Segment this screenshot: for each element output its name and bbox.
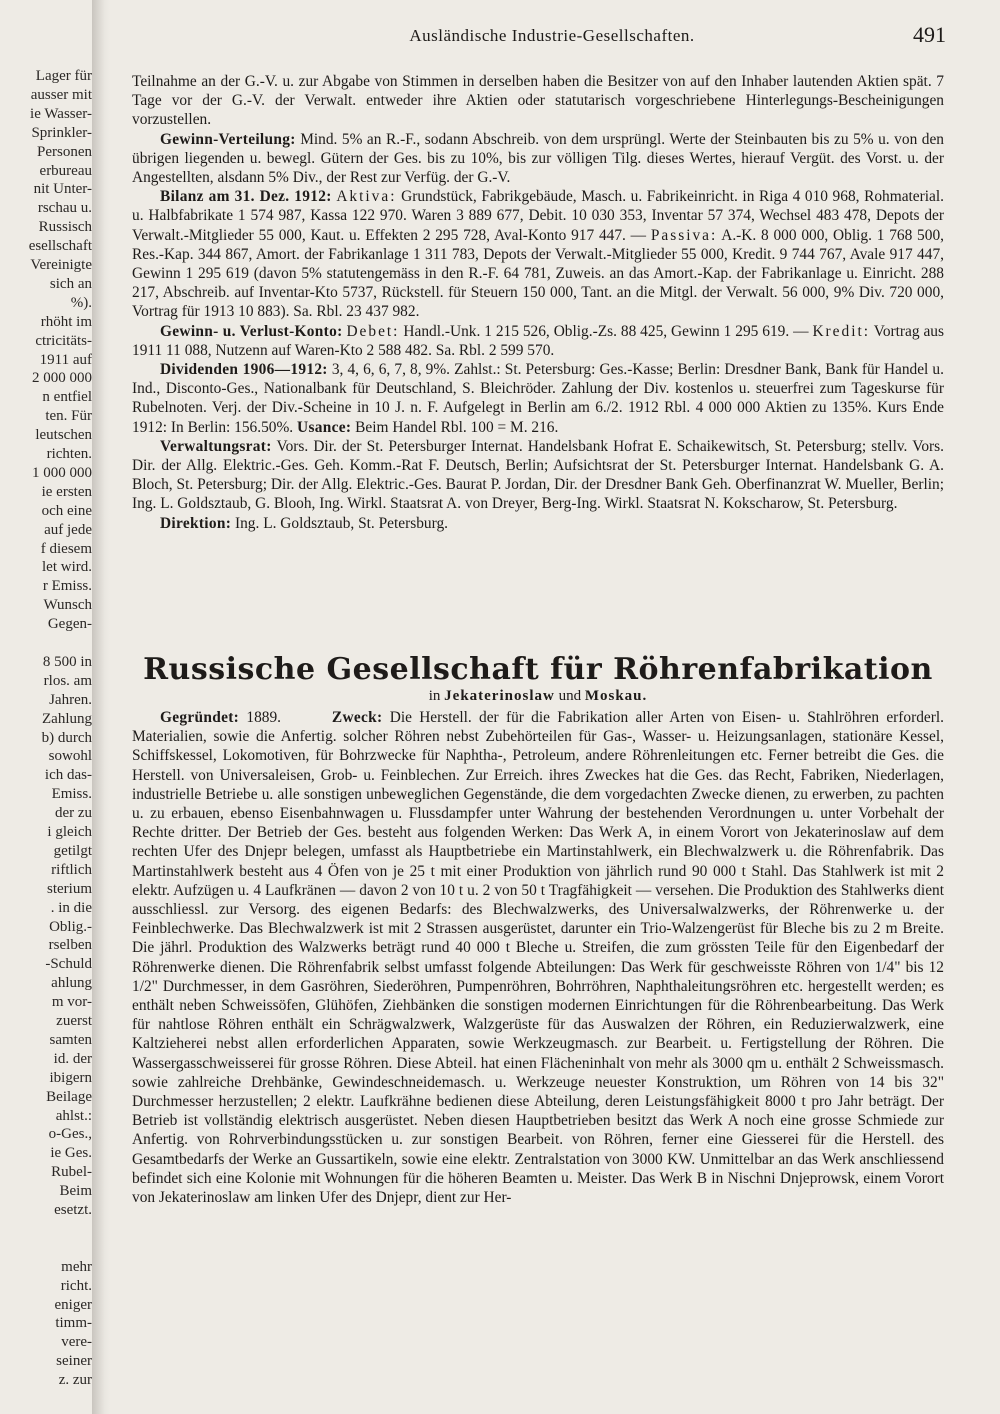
left-fragment-line: och eine [41,502,92,519]
left-fragment-line: Beim [59,1183,92,1200]
left-fragment-line: vere- [61,1334,92,1351]
left-fragment-line: Wunsch [43,597,92,614]
location-city-1: Jekaterinoslaw [444,688,555,704]
left-fragment-line: rhöht im [40,313,92,330]
left-fragment-line: Sprinkler- [31,124,92,141]
company-location [132,688,944,705]
left-fragment-line: mehr [61,1258,92,1275]
balance-label: Bilanz am 31. Dez. 1912: [160,188,332,206]
left-fragment-line: Rubel- [51,1164,92,1181]
left-fragment-line: ibigern [49,1069,92,1086]
board-paragraph [132,437,944,514]
dividends-label: Dividenden 1906—1912: [160,361,328,379]
previous-company-section [132,72,944,533]
location-in: in [428,688,441,704]
profit-distribution-label: Gewinn-Verteilung: [160,130,296,148]
assets-text: Grundstück, Fabrikgebäude, Masch. u. Fabrikeinricht. in Riga 4 010 968, Rohmaterial. u. Halbfabrikate 1 574 987, Kassa 122 970. Waren 3 889 677, Debit. 10 030 353, Inventar 57 374, Wechsel 483 478, Depots der Verwalt.-Mitglieder 55 000, Kaut. u. Effekten 2 295 728, Aval-Konto 917 447. — [132,188,944,244]
management-text: Ing. L. Goldsztaub, St. Petersburg. [234,514,449,532]
board-text: Vors. Dir. der St. Petersburger Internat. Handelsbank Hofrat E. Schaikewitsch, St. Petersburg; stellv. Vors. Dir. der Allg. Elektric.-Ges. Geh. Komm.-Rat F. Deutsch, Berlin; Aufsichtsrat der St. Petersburger Internat. Handelsbank G. A. Bloch, St. Petersburg; Dir. der Allg. Elektric.-Ges. Baurat P. Jordan, Dir. der Dresdner Bank Geh. Oberfinanzrat W. Mueller, Berlin; Ing. L. Goldsztaub, G. Blooh, Ing. Wirkl. Staatsrat A. von Dreyer, Berg-Ing. Wirkl. Staatsrat N. Kokscharow, St. Petersburg. [132,437,944,513]
left-fragment-line: richten. [46,446,92,462]
left-fragment-line: Zahlung [42,710,92,727]
left-fragment-line: r Emiss. [42,578,92,595]
company-body [132,708,944,1207]
left-fragment-line: rselben [48,937,92,954]
left-fragment-line: leutschen [35,427,92,444]
left-fragment-line: samten [49,1031,92,1048]
left-fragment-line: ausser mit [30,86,92,103]
left-fragment-line: rlos. am [43,672,92,689]
left-fragment-line: zuerst [56,1013,92,1029]
dividends-paragraph [132,360,944,437]
dividends-text: 3, 4, 6, 6, 7, 8, 9%. Zahlst.: St. Petersburg: Ges.-Kasse; Berlin: Dresdner Bank, Bank für Handel u. Ind., Disconto-Ges., Nationalbank für Deutschland, S. Bleichröder. Zahlung der Div. kostenlos u. steuerfrei zum Tageskurse für Rubelnoten. Verj. der Div.-Scheine in 10 J. n. F. Aufgelegt in Berlin am 6./2. 1912 Rbl. 4 000 000 Aktien zu 135%. Kurs Ende 1912: In Berlin: 156.50%. [132,361,944,436]
left-fragment-line: ich das- [44,767,92,784]
left-fragment-line: getilgt [53,842,92,859]
left-fragment-line: n entfiel [42,389,92,406]
main-page [110,0,990,1414]
left-fragment-line: erbureau [39,162,92,179]
left-fragment-line: der zu [54,805,92,822]
board-label: Verwaltungsrat: [160,437,272,455]
left-fragment-line: b) durch [41,729,92,746]
left-fragment-line: Vereinigte [30,257,92,273]
left-fragment-line: nit Unter- [33,181,92,198]
left-fragment-line: auf jede [44,521,92,538]
left-fragment-line: 2 000 000 [32,370,92,387]
company-title: Russische Gesellschaft für Röhrenfabrikation [143,652,933,687]
left-fragment-line: 8 500 in [42,653,92,670]
running-head: Ausländische Industrie-Gesellschaften. [409,26,695,45]
left-fragment-line: 1911 auf [39,351,92,368]
left-fragment-line: -Schuld [45,956,92,973]
left-fragment-line: z. zur [58,1372,92,1386]
credit-text: Vortrag aus 1911 11 088, Nutzenn auf Waren-Kto 2 588 482. Sa. Rbl. 2 599 570. [132,322,944,359]
participation-paragraph: Teilnahme an der G.-V. u. zur Abgabe von Stimmen in derselben haben die Besitzer von auf den Inhaber lautenden Aktien spät. 7 Tage vor der G.-V. der Verwalt. entweder ihre Aktien oder statutarisch vorgeschriebene Hinterlegungs-Bescheinigungen vorzustellen. [132,73,944,129]
purpose-label: Zweck: [331,709,383,726]
left-fragment-line: m vor- [51,994,92,1011]
left-fragment-line: Beilage [46,1088,92,1105]
left-fragment-line: ctricitäts- [35,332,92,349]
left-fragment-line: id. der [53,1050,92,1067]
left-fragment-line: eniger [54,1296,92,1313]
location-city-2: Moskau. [584,688,648,704]
left-fragment-line: . in die [50,899,92,916]
left-fragment-line: 1 000 000 [32,464,92,481]
assets-label: Aktiva: [336,188,397,206]
page-number: 491 [913,22,946,47]
left-fragment-line: Jahren. [49,691,92,708]
left-fragment-line: ie ersten [41,483,92,500]
left-fragment-line: ten. Für [45,408,92,425]
left-fragment-line: %). [70,294,92,311]
left-fragment-line: ie Wasser- [30,105,92,122]
purpose-paragraph [132,708,944,1207]
left-fragment-line: let wird. [42,559,92,576]
founded-value: 1889. [246,709,282,726]
founded-label: Gegründet: [160,709,240,726]
debit-text: Handl.-Unk. 1 215 526, Oblig.-Zs. 88 425, Gewinn 1 295 619. — [403,322,809,340]
liabilities-label: Passiva: [650,226,718,244]
left-fragment-line: ahlung [51,975,92,992]
left-fragment-line: seiner [56,1353,92,1370]
debit-label: Debet: [346,322,400,340]
left-fragment-line: ahlst.: [55,1107,92,1124]
left-fragment-line: i gleich [47,824,92,840]
credit-label: Kredit: [812,322,871,340]
usance-text: Beim Handel Rbl. 100 = M. 216. [355,418,559,436]
left-fragment-line: Emiss. [51,786,92,803]
left-fragment-line: timm- [55,1315,92,1332]
left-fragment-line: o-Ges., [48,1126,92,1143]
profit-loss-label: Gewinn- u. Verlust-Konto: [160,322,343,340]
left-fragment-line: esellschaft [28,238,92,255]
left-fragment-line: ie Ges. [50,1145,92,1162]
left-fragment-line: f diesem [40,540,92,557]
profit-distribution-text: Mind. 5% an R.-F., sodann Abschreib. von dem ursprüngl. Werte der Steinbauten bis zu 5% u. von den übrigen liegenden u. bewegl. Gütern der Ges. bis zu 10%, bis zur völligen Tilg. dieses Wertes, hierauf Vergüt. des Vorst. u. der Angestellten, alsdann 5% Div., der Rest zur Verfüg. der G.-V. [132,130,944,187]
purpose-text: Die Herstell. der für die Fabrikation aller Arten von Eisen- u. Stahlröhren erforderl. Materialien, sowie die Anfertig. solcher Röhren nebst Zubehörteilen für Gas-, Wasser- u. Heizungsanlagen, stationäre Kessel, Schiffskessel, Lokomotiven, für Bohrzwecke für Naphtha-, Petroleum, andere Röhrenleitungen etc. Ferner betreibt die Ges. die Herstell. von Universaleisen, Grob- u. Feinblechen. Zur Erreich. ihres Zweckes hat die Ges. das Recht, Fabriken, Niederlagen, industrielle Betriebe u. alle sonstigen unbeweglichen Gegenstände, die dem vorgedachten Zwecke dienen, zu erwerben, zu pachten u. zu erbauen, ebenso Eisenbahnwagen u. Flussdampfer unter Wahrung der bestehenden Verordnungen u. unter Vorbehalt der Rechte dritter. Der Betrieb der Ges. besteht aus folgenden Werken: Das Werk A, in einem Vorort von Jekaterinoslaw auf dem rechten Ufer des Dnjepr belegen, umfasst als Hauptbetriebe ein Martinstahlwerk, ein Blechwalzwerk u. die Röhrenfabrik. Das Martinstahlwerk besteht aus 4 Öfen von je 25 t mit einer Produktion von jährlich rund 90 000 t Stahl. Das Stahlwerk ist mit 2 elektr. Aufzügen u. 4 Laufkränen — davon 2 von 10 t u. 2 von 50 t Tragfähigkeit — versehen. Die Produktion des Stahlwerks dient ausschliessl. zur Versorg. des eigenen Bedarfs: des Blechwalzwerks, des Universalwalzwerks, der Röhrenwerke u. der Feinblechwerke. Das Blechwalzwerk ist mit 2 Strassen ausgerüstet, darunter ein Trio-Walzengerüst für Bleche bis zu 2 m Breite. Die jährl. Produktion des Walzwerks beträgt rund 40 000 t Bleche u. Streifen, die zum grössten Teile für den Eigenbedarf der Röhrenwerke dienen. Die Röhrenfabrik selbst umfasst folgende Abteilungen: Das Werk für geschweisste Röhren von 1/4" bis 12 1/2" Durchmesser, in dem Gasröhren, Siederöhren, Pumpenröhren, Bohrröhren, Naphthaleitungsröhren etc. hergestellt werden; es enthält neben Schweissöfen, Glühöfen, Ziehbänken die sonstigen modernen Einrichtungen für die Röhrenbearbeitung. Das Werk für nahtlose Röhren enthält ein Schrägwalzwerk, Walzgerüste für das Auswalzen der Röhren, ein Reduzierwalzwerk, eine Kaltzieherei nebst allen erforderlichen Apparaten, sowie Werkzeugmasch. zur Bearbeit. u. Fertigstellung der Röhren. Die Wassergasschweisserei für grosse Röhren. Diese Abteil. hat einen Flächeninhalt von mehr als 3000 qm u. enthält 2 Schweissmasch. sowie zahlreiche Drehbänke, Gewindeschneidemasch. u. Werkzeuge neuester Konstruktion, um Röhren von 14 bis 32" Durchmesser herzustellen; 2 elektr. Laufkrähne bedienen diese Abteilung, deren Leistungsfähigkeit 8000 t pro Jahr beträgt. Der Betrieb ist vollständig elektrisch ausgerüstet. Neben diesen Hauptbetrieben besitzt das Werk A noch eine grosse Schmiede zur Anfertig. von Rohrverbindungsstücken u. zur sonstigen Bearbeit. von Röhren, ferner eine Giesserei für die Herstell. des Gesamtbedarfs der Werke an Gussartikeln, sowie eine elektr. Zentralstation von 3000 KW. Unmittelbar an das Werk anschliessend befindet sich eine Kolonie mit Wohnungen für die höheren Beamten u. Meister. Das Werk B in Nischni Dnjeprowsk, einem Vorort von Jekaterinoslaw am linken Ufer des Dnjepr, dient zur Her- [132,709,945,1207]
left-fragment-line: riftlich [51,861,92,878]
left-fragment-line: richt. [60,1277,92,1294]
left-fragment-line: sich an [49,275,92,292]
location-and: und [558,688,582,704]
left-fragment-line: sterium [47,880,92,897]
left-fragment-line: Russisch [38,219,92,236]
balance-paragraph [132,187,944,321]
left-fragment-line: Lager für [35,68,92,84]
left-fragment-line: Oblig.- [49,918,92,935]
profit-distribution-paragraph [132,130,944,188]
left-fragment-line: Gegen- [47,616,92,633]
profit-loss-paragraph [132,322,944,360]
left-fragment-line: esetzt. [54,1202,92,1218]
left-fragment-line: rschau u. [37,200,92,217]
management-label: Direktion: [160,514,232,532]
book-gutter [92,0,110,1414]
usance-label: Usance: [297,418,352,436]
management-paragraph [132,514,944,533]
left-page-fragment [0,66,96,1386]
left-fragment-line: Personen [37,143,92,160]
left-fragment-line: sowohl [48,748,92,765]
liabilities-text: A.-K. 8 000 000, Oblig. 1 768 500, Res.-Kap. 344 867, Amort. der Fabrikanlage 1 311 783, Depots der Verwalt.-Mitglieder 55 000, Kredit. 9 744 767, Avale 917 447, Gewinn 1 295 619 (davon 5% statutengemäss in den R.-F. 64 781, Zuweis. an das Amort.-Kap. der Fabrikanlage u. Einricht. 288 217, Abschreib. auf Inventar-Kto 5737, Rückstell. für Steuern 150 000, Tant. an die Mitgl. der Verwalt. 56 000, 9% Div. 720 000, Vortrag für 1913 10 883). Sa. Rbl. 23 437 982. [132,226,944,321]
